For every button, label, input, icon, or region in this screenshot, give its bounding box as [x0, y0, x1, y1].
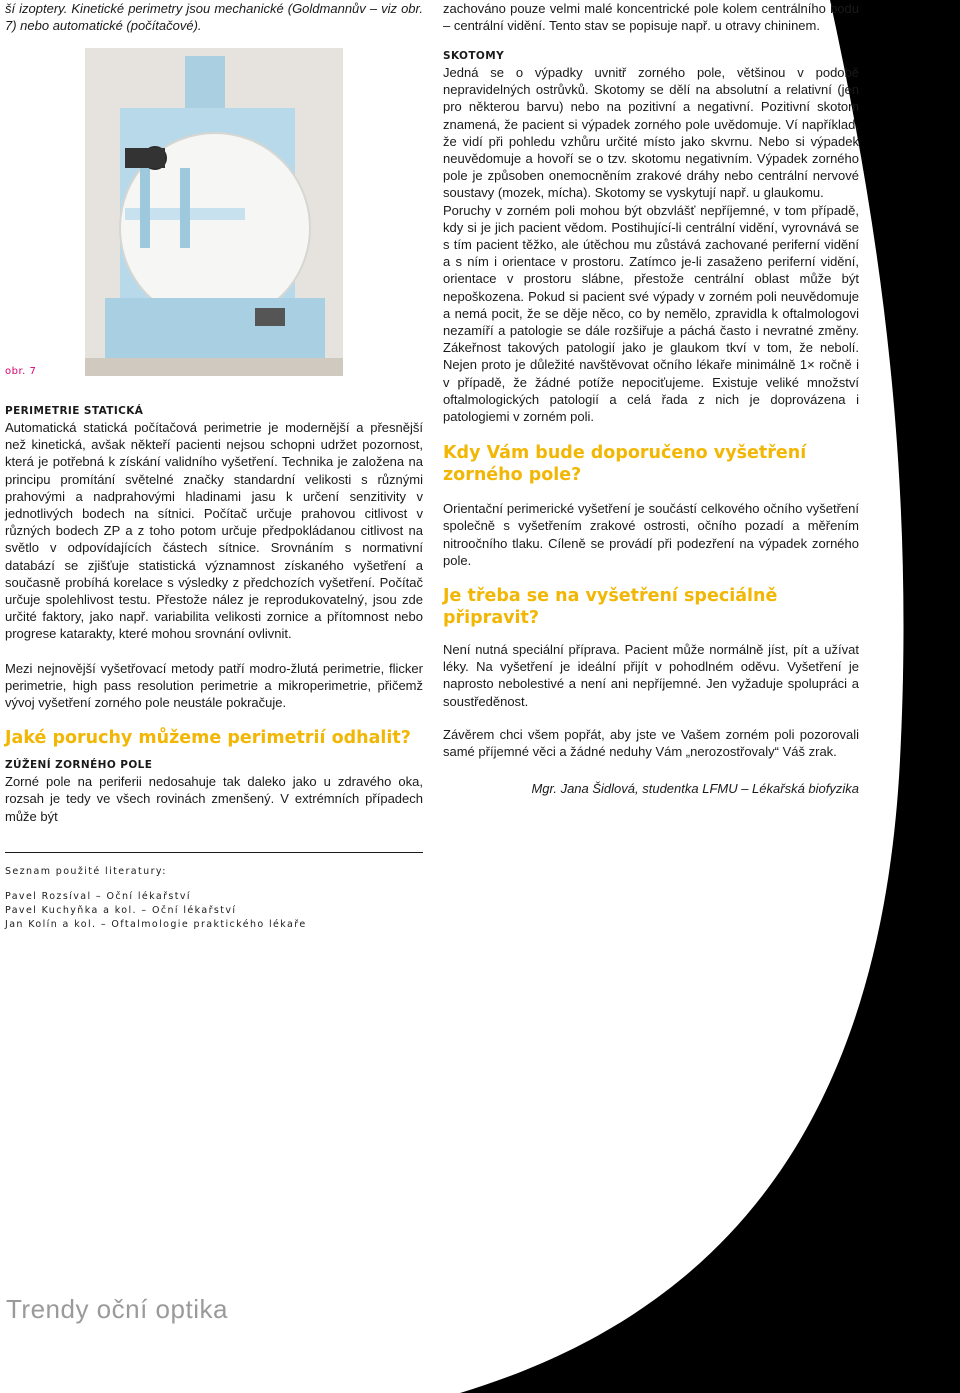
zuzeni-heading: ZÚŽENÍ ZORNÉHO POLE [5, 759, 153, 772]
zuzeni-text: Zorné pole na periferii nedosahuje tak daleko jako u zdravého oka, rozsah je tedy ve všech rovinách zmenšený. V extrémních případech může být [5, 774, 423, 824]
literature-item: Jan Kolín a kol. – Oftalmologie praktického lékaře [5, 919, 307, 930]
question-heading-poruchy: Jaké poruchy můžeme perimetrií odhalit? [5, 728, 411, 749]
zaver-text: Závěrem chci všem popřát, aby jste ve Vašem zorném poli pozorovali samé příjemné věci a žádné neduhy Vám „nerozostřovaly“ Váš zrak. [443, 726, 859, 760]
perimetrie-staticka-text: Automatická statická počítačová perimetrie je modernější a přesnější než kinetická, avšak někteří pacienti nejsou schopni udržet pozornost, která je potřebná k získání validního vyšetření. Technika je založena na principu promítání světelné značky standardní velikosti s různými prahovými a nadprahovými hladinami jasu k určení senzitivity v jednotlivých bodech na sítnici. Počítač určuje prahovou citlivost v různých bodech ZP a z toho potom určuje předpokládanou citlivost na světlo v odpovídajících částech sítnice. Srovnáním s normativní databází se zjišťuje statistická významnost získaného vyšetření a současně probíhá korelace s výsledky z předchozích vyšetření. Počítač určuje spolehlivost testu. Přestože nález je reprodukovatelný, jsou zde určité faktory, jako např. variabilita velikosti zornice a přítomnost nebo progrese katarakty, které mohou srovnání ovlivnit. [5, 420, 423, 642]
figure-caption: obr. 7 [5, 366, 37, 377]
priprava-text: Není nutná speciální příprava. Pacient může normálně jíst, pít a užívat léky. Na vyšetření je ideální přijít v pohodlném oděvu. Vyšetření je naprosto nebolestivé a není ani nepříjemné. Jen vyžaduje spolupráci a soustředěnost. [443, 642, 859, 709]
perimetrie-staticka-heading: PERIMETRIE STATICKÁ [5, 405, 144, 417]
top-right-text: zachováno pouze velmi malé koncentrické pole kolem centrálního bodu – centrální vidění. Tento stav se popisuje např. u otravy chininem. [443, 1, 859, 34]
top-left-text: ší izoptery. Kinetické perimetry jsou mechanické (Goldmannův – viz obr. 7) nebo automatické (počítačové). [5, 1, 423, 34]
literature-item: Pavel Rozsíval – Oční lékařství [5, 891, 191, 902]
magazine-brand: Trendy oční optika [6, 1294, 228, 1324]
literature-item: Pavel Kuchyňka a kol. – Oční lékařství [5, 905, 237, 916]
literature-divider [5, 852, 423, 853]
question-heading-priprava: Je třeba se na vyšetření speciálně připravit? [443, 586, 778, 629]
skotomy-text: Jedná se o výpadky uvnitř zorného pole, většinou v podobě nepravidelných ostrůvků. Skotomy se dělí na absolutní a relativní (jen pro některou barvu) nebo na pozitivní a negativní. Pozitivní skotom znamená, že pacient si výpadek zorného pole uvědomuje. Ví například, že vidí při pohledu vzhůru určité místo jako skvrnu. Nebo si výpadek neuvědomuje a hovoří se o tzv. skotomu negativním. Výpadek zorného pole je způsoben onemocněním zrakové dráhy nebo centrální nervové soustavy (mozek, mícha). Skotomy se vyskytují např. u glaukomu. [443, 65, 859, 201]
perimeter-photo [85, 48, 343, 376]
skotomy-heading: SKOTOMY [443, 50, 505, 62]
poruchy-text: Poruchy v zorném poli mohou být obzvlášť nepříjemné, v tom případě, kdy si je jich pacient vědom. Postihující-li centrální vidění, vyrovnává se s tím pacient těžko, ale útěchou mu zůstává zachované periferní vidění a s ním i orientace v prostoru. Zatímco je-li zasaženo periferní vidění, orientace v prostoru slábne, přestože centrální oblast může být nepoškozena. Pokud si pacient své výpady v zorném poli neuvědomuje a nemá pocit, že se děje něco, co by nemělo, zpravidla k oftalmologovi nezamíří a patologie se dále rozšiřuje a páchá často i nevratné změny. Zákeřnost takových patologií jako je glaukom tkví v tom, že nebolí. Nejen proto je důležité navštěvovat očního lékaře minimálně 1× ročně i v případě, že žádné potíže nepociťujeme. Existuje veliké množství oftalmologických patologií a celá řada z nich je doprovázena i patologiemi v zorném poli. [443, 202, 859, 425]
literature-heading: Seznam použité literatury: [5, 866, 167, 877]
orientacni-text: Orientační perimerické vyšetření je součástí celkového očního vyšetření společně s vyšetřením zrakové ostrosti, očního pozadí a měřením nitroočního tlaku. Cíleně se provádí při podezření na výpadek zorného pole. [443, 501, 859, 568]
literature-list [5, 866, 307, 933]
author-signature: Mgr. Jana Šidlová, studentka LFMU – Lékařská biofyzika [531, 781, 859, 797]
methods-text: Mezi nejnovější vyšetřovací metody patří modro-žlutá perimetrie, flicker perimetrie, high pass resolution perimetrie a mikroperimetrie, přičemž vývoj vyšetření zorného pole neustále pokračuje. [5, 660, 423, 711]
question-heading-kdy: Kdy Vám bude doporučeno vyšetření zorného pole? [443, 443, 807, 486]
